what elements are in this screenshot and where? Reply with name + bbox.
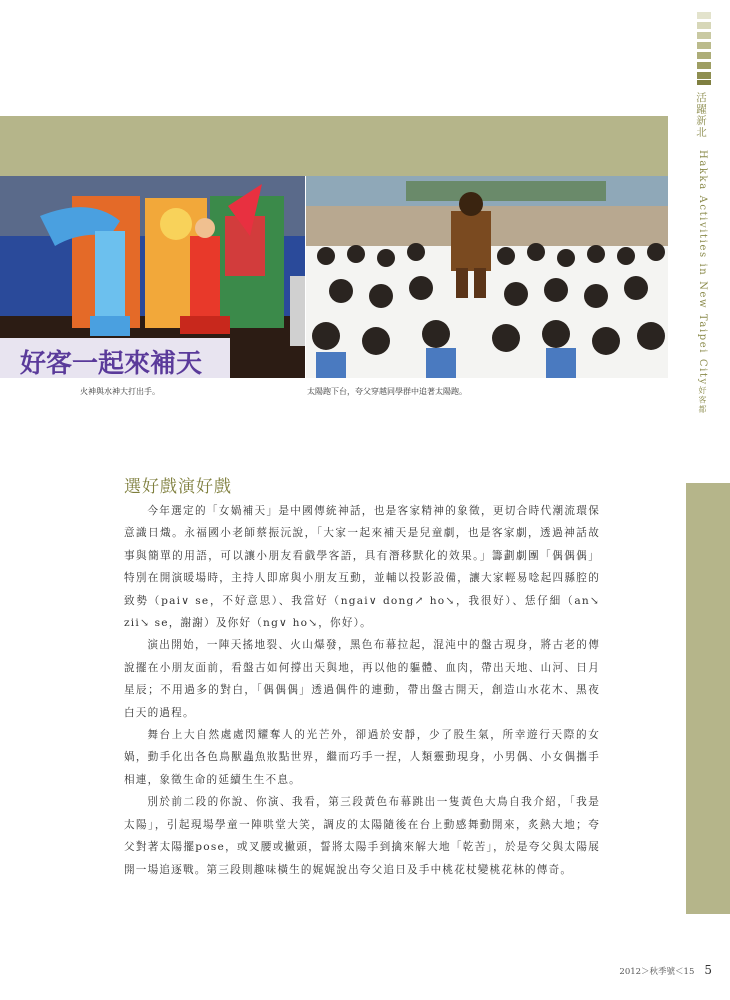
page-footer — [619, 963, 712, 977]
issue-label: 2012＞秋季號＜15 — [619, 967, 695, 977]
stripe — [697, 22, 711, 29]
paragraph: 舞台上大自然處處閃耀奪人的光芒外，卻過於安靜，少了股生氣，所幸遊行天際的女媧，動手化出各色鳥獸蟲魚妝點世界，繼而巧手一捏，人類靈動現身，小男偶、小女偶攜手相連，象徵生命的延續生生不息。 — [124, 729, 600, 786]
section-title-en-text: Hakka Activities in New Taipei City — [697, 150, 708, 386]
stage-banner-text: 好客一起來補天 — [20, 349, 203, 378]
section-title-en — [697, 150, 708, 415]
stripe — [697, 80, 711, 85]
stripe — [697, 62, 711, 69]
stripe — [697, 12, 711, 19]
article-body — [124, 500, 600, 881]
section-heading: 選好戲演好戲 — [124, 477, 232, 497]
stripe — [697, 32, 711, 39]
caption-left: 火神與水神大打出手。 — [80, 387, 160, 396]
stripe — [697, 52, 711, 59]
paragraph: 演出開始，一陣天搖地裂、火山爆發，黑色布幕拉起，混沌中的盤古現身，將古老的傳說擺在小朋友面前，看盤古如何撐出天與地，再以他的軀體、血肉，帶出天地、山河、日月星辰；不用過多的對白，「偶偶偶」透過偶件的連動，帶出盤古開天，創造山水花木、黑夜白天的過程。 — [124, 639, 600, 719]
header-color-band — [0, 116, 668, 176]
side-color-band — [686, 483, 730, 914]
photo-crowd-students — [306, 176, 668, 378]
stripe — [697, 72, 711, 79]
stripe — [697, 42, 711, 49]
page-number: 5 — [704, 963, 712, 977]
section-title-zh: 活躍新北 — [695, 92, 707, 138]
paragraph: 別於前二段的你說、你演、我看，第三段黃色布幕跳出一隻黃色大鳥自我介紹，「我是太陽」，引起現場學童一陣哄堂大笑，調皮的太陽隨後在台上動感舞動開來，炙熱大地；夸父對著太陽擺pose，或叉腰或撇頭，誓將太陽手到擒來解大地「乾苦」，於是夸父與太陽展開一場追逐戰。第三段則趣味橫生的娓娓說出夸父追日及手中桃花杖變桃花林的傳奇。 — [124, 796, 600, 876]
caption-right: 太陽跑下台，夸父穿越同學群中追著太陽跑。 — [307, 387, 467, 396]
photo-stage-performance — [0, 176, 305, 378]
paragraph: 今年選定的「女媧補天」是中國傳統神話，也是客家精神的象徵，更切合時代潮流環保意識日熾。永福國小老師蔡振沅說，「大家一起來補天是兒童劇，也是客家劇，透過神話故事與簡單的用語，可以讓小朋友看戲學客語，具有潛移默化的效果。」籌劃劇團「偶偶偶」特別在開演暖場時，主持人即席與小朋友互動，並輔以投影設備，讓大家輕易唸起四縣腔的致勢（pai∨ se，不好意思）、我當好（ngai∨ dong↗ ho↘，我很好）、恁仔細（an↘ zii↘ se，謝謝）及你好（ng∨ ho↘，你好）。 — [124, 505, 600, 630]
section-title-extra: 好客都 — [698, 385, 707, 415]
